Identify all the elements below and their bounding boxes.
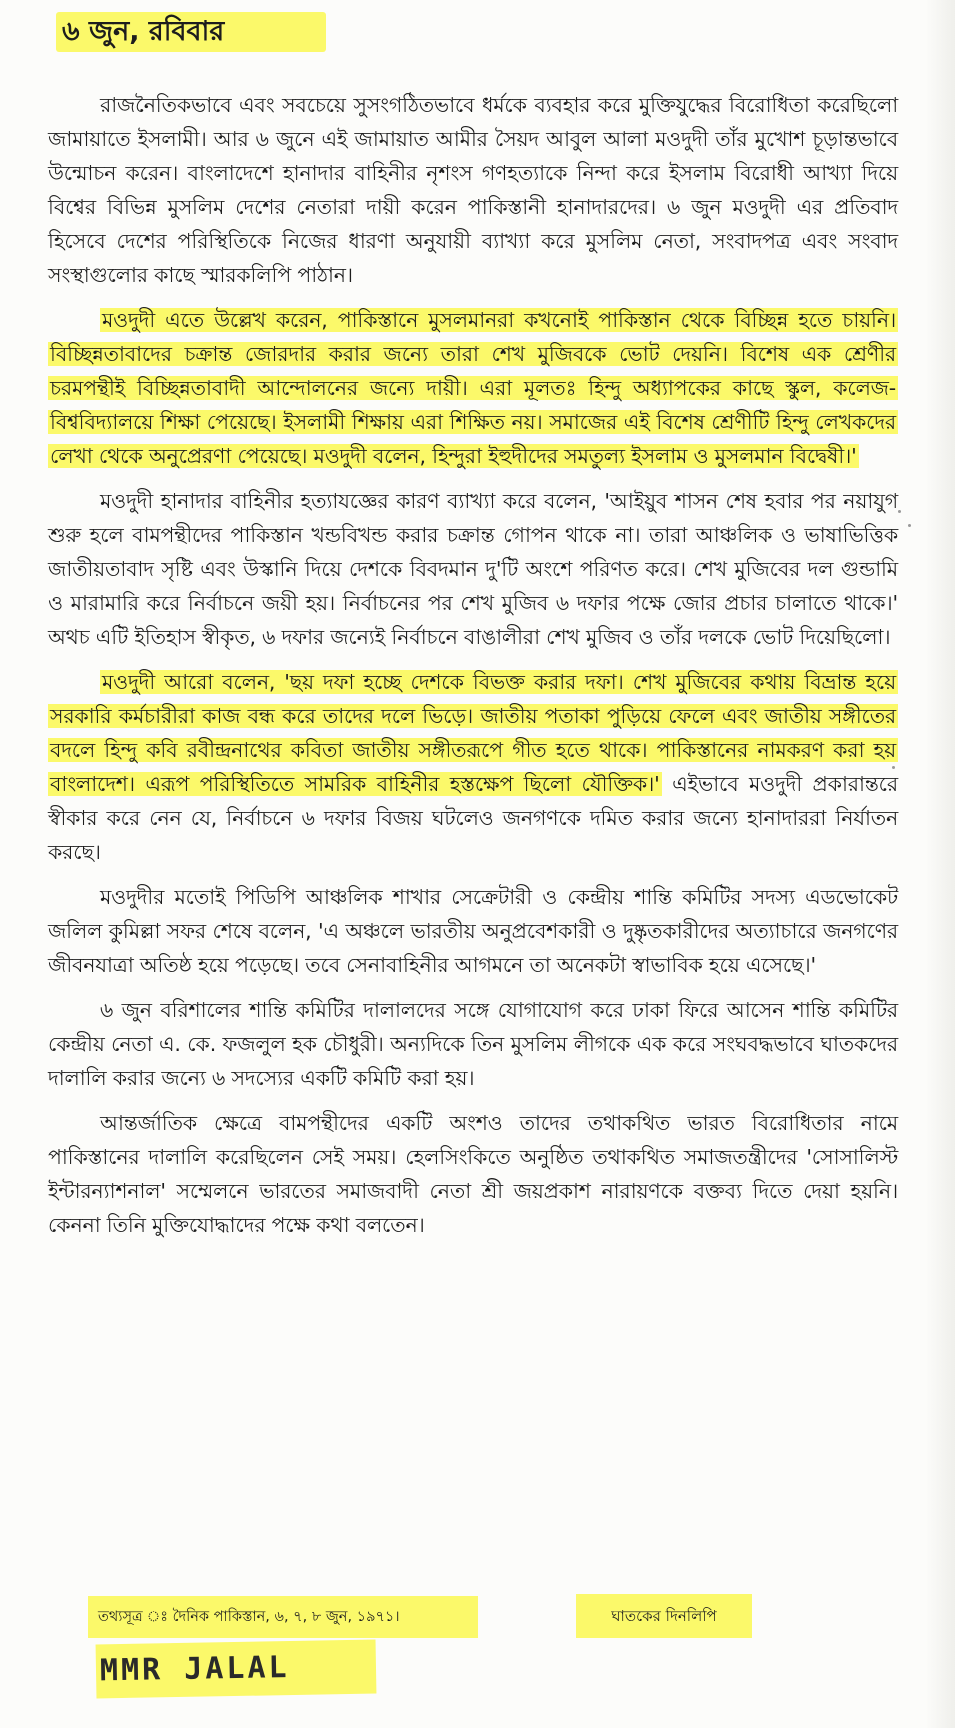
paragraph-7	[48, 1106, 898, 1242]
paragraph-4-partial-highlight	[48, 665, 898, 869]
paragraph-4-rest-text: এইভাবে মওদুদী প্রকারান্তরে স্বীকার করে নেন যে, নির্বাচনে ৬ দফার বিজয় ঘটলেও জনগণকে দমিত করার জন্যে হানাদাররা নির্যাতন করছে।	[48, 772, 898, 864]
article-body	[48, 88, 898, 1253]
scan-speck	[908, 524, 911, 527]
paragraph-3-text: মওদুদী হানাদার বাহিনীর হত্যাযজ্ঞের কারণ ব্যাখ্যা করে বলেন, 'আইয়ুব শাসন শেষ হবার পর নয়াযুগ শুরু হলে বামপন্থীদের পাকিস্তান খন্ডবিখন্ড করার চক্রান্ত গোপন থাকে না। তারা আঞ্চলিক ও ভাষাভিত্তিক জাতীয়তাবাদ সৃষ্টি এবং উস্কানি দিয়ে দেশকে বিবদমান দু'টি অংশে পরিণত করে। শেখ মুজিবের দল গুন্ডামি ও মারামারি করে নির্বাচনে জয়ী হয়। নির্বাচনের পর শেখ মুজিব ৬ দফার পক্ষে জোর প্রচার চালাতে থাকে।' অথচ এটি ইতিহাস স্বীকৃত, ৬ দফার জন্যেই নির্বাচনে বাঙালীরা শেখ মুজিব ও তাঁর দলকে ভোট দিয়েছিলো।	[48, 489, 898, 649]
paragraph-5-text: মওদুদীর মতোই পিডিপি আঞ্চলিক শাখার সেক্রেটারী ও কেন্দ্রীয় শান্তি কমিটির সদস্য এডভোকেট জলিল কুমিল্লা সফর শেষে বলেন, 'এ অঞ্চলে ভারতীয় অনুপ্রবেশকারী ও দুষ্কৃতকারীদের অত্যাচারে জনগণের জীবনযাত্রা অতিষ্ঠ হয়ে পড়েছে। তবে সেনাবাহিনীর আগমনে তা অনেকটা স্বাভাবিক হয়ে এসেছে।'	[48, 885, 898, 977]
paragraph-7-text: আন্তর্জাতিক ক্ষেত্রে বামপন্থীদের একটি অংশও তাদের তথাকথিত ভারত বিরোধিতার নামে পাকিস্তানের দালালি করেছিলেন সেই সময়। হেলসিংকিতে অনুষ্ঠিত তথাকথিত সমাজতন্ত্রীদের 'সোসালিস্ট ইন্টারন্যাশনাল' সম্মেলনে ভারতের সমাজবাদী নেতা শ্রী জয়প্রকাশ নারায়ণকে বক্তব্য দিতে দেয়া হয়নি। কেননা তিনি মুক্তিযোদ্ধাদের পক্ষে কথা বলতেন।	[48, 1111, 898, 1237]
paragraph-2-text: মওদুদী এতে উল্লেখ করেন, পাকিস্তানে মুসলমানরা কখনোই পাকিস্তান থেকে বিচ্ছিন্ন হতে চায়নি। বিচ্ছিন্নতাবাদের চক্রান্ত জোরদার করার জন্যে তারা শেখ মুজিবকে ভোট দেয়নি। বিশেষ এক শ্রেণীর চরমপন্থীই বিচ্ছিন্নতাবাদী আন্দোলনের জন্যে দায়ী। এরা মূলতঃ হিন্দু অধ্যাপকের কাছে স্কুল, কলেজ-বিশ্ববিদ্যালয়ে শিক্ষা পেয়েছে। ইসলামী শিক্ষায় এরা শিক্ষিত নয়। সমাজের এই বিশেষ শ্রেণীটি হিন্দু লেখকদের লেখা থেকে অনুপ্রেরণা পেয়েছে। মওদুদী বলেন, হিন্দুরা ইহুদীদের সমতুল্য ইসলাম ও মুসলমান বিদ্বেষী।'	[50, 308, 896, 468]
paragraph-6	[48, 993, 898, 1095]
paragraph-4-highlighted-text: মওদুদী আরো বলেন, 'ছয় দফা হচ্ছে দেশকে বিভক্ত করার দফা। শেখ মুজিবের কথায় বিভ্রান্ত হয়ে সরকারি কর্মচারীরা কাজ বন্ধ করে তাদের দলে ভিড়ে। জাতীয় পতাকা পুড়িয়ে ফেলে এবং জাতীয় সঙ্গীতের বদলে হিন্দু কবি রবীন্দ্রনাথের কবিতা জাতীয় সঙ্গীতরূপে গীত হতে থাকে। পাকিস্তানের নামকরণ করা হয় বাংলাদেশ। এরূপ পরিস্থিতিতে সামরিক বাহিনীর হস্তক্ষেপ ছিলো যৌক্তিক।'	[50, 670, 896, 796]
paragraph-2-highlighted	[48, 303, 898, 473]
page-edge-shadow	[925, 0, 955, 1728]
paragraph-5	[48, 880, 898, 982]
book-title-tag: ঘাতকের দিনলিপি	[576, 1594, 752, 1638]
page-title: ৬ জুন, রবিবার	[56, 12, 326, 52]
scan-speck	[898, 510, 901, 513]
paragraph-3	[48, 484, 898, 654]
scan-speck	[892, 766, 895, 769]
source-citation: তথ্যসূত্র ঃ দৈনিক পাকিস্তান, ৬, ৭, ৮ জুন, ১৯৭১।	[88, 1596, 478, 1638]
paragraph-1	[48, 88, 898, 292]
handwritten-signature: MMR JALAL	[96, 1640, 377, 1699]
paragraph-1-text: রাজনৈতিকভাবে এবং সবচেয়ে সুসংগঠিতভাবে ধর্মকে ব্যবহার করে মুক্তিযুদ্ধের বিরোধিতা করেছিলো জামায়াতে ইসলামী। আর ৬ জুনে এই জামায়াত আমীর সৈয়দ আবুল আলা মওদুদী তাঁর মুখোশ চূড়ান্তভাবে উন্মোচন করেন। বাংলাদেশে হানাদার বাহিনীর নৃশংস গণহত্যাকে নিন্দা করে ইসলাম বিরোধী আখ্যা দিয়ে বিশ্বের বিভিন্ন মুসলিম দেশের নেতারা দায়ী করেন পাকিস্তানী হানাদারদের। ৬ জুন মওদুদী এর প্রতিবাদ হিসেবে দেশের পরিস্থিতিকে নিজের ধারণা অনুযায়ী ব্যাখ্যা করে মুসলিম নেতা, সংবাদপত্র এবং সংবাদ সংস্থাগুলোর কাছে স্মারকলিপি পাঠান।	[48, 93, 898, 287]
paragraph-6-text: ৬ জুন বরিশালের শান্তি কমিটির দালালদের সঙ্গে যোগাযোগ করে ঢাকা ফিরে আসেন শান্তি কমিটির কেন্দ্রীয় নেতা এ. কে. ফজলুল হক চৌধুরী। অন্যদিকে তিন মুসলিম লীগকে এক করে সংঘবদ্ধভাবে ঘাতকদের দালালি করার জন্যে ৬ সদস্যের একটি কমিটি করা হয়।	[48, 998, 898, 1090]
